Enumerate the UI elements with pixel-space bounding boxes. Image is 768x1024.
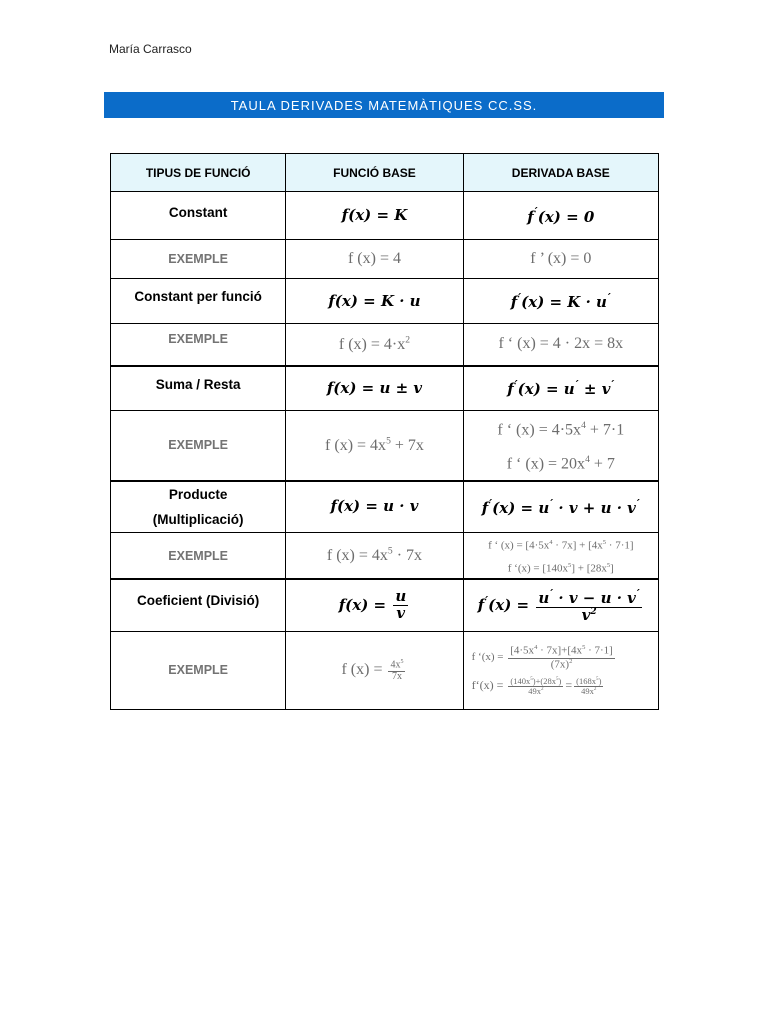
header-function-type: TIPUS DE FUNCIÓ bbox=[111, 154, 286, 192]
table-row bbox=[111, 324, 659, 366]
table-row bbox=[111, 411, 659, 481]
derivative-cell: f′(x) = 0 bbox=[463, 192, 658, 240]
example-derivative: f ’ (x) = 0 bbox=[463, 240, 658, 279]
derivative-cell: f′(x) = $\frac{u' \cdot v - u \cdot v'}{v^2}$ bbox=[463, 579, 658, 631]
base-function-cell: f(x) = K bbox=[286, 192, 463, 240]
example-derivative: f ‘(x) = $\frac{[4\cdot 5x^4 \cdot 7x]+[4x^5 \cdot 7\cdot 1]}{(7x)^2}$ f‘(x) = $\frac{(140x^5)+(28x^5)}{49x^2}$ = $\frac{(168x^5)}{49x^2}$ bbox=[463, 631, 658, 709]
row-name-quotient: Coeficient (Divisió) bbox=[111, 579, 286, 631]
example-function: f (x) = $\frac{4x^5}{7x}$ bbox=[286, 631, 463, 709]
table-row bbox=[111, 481, 659, 533]
table-row bbox=[111, 279, 659, 324]
table-row bbox=[111, 192, 659, 240]
example-label: EXEMPLE bbox=[111, 240, 286, 279]
page-title-banner bbox=[104, 92, 664, 118]
example-function: f $(x) = 4x^5 \cdot 7x$ bbox=[286, 533, 463, 580]
derivative-cell: f′(x) = K · u′ bbox=[463, 279, 658, 324]
base-function-cell: f(x) = $\frac{u}{v}$ bbox=[286, 579, 463, 631]
derivative-cell: f′(x) = u′ ± v′ bbox=[463, 366, 658, 411]
example-function: f $(x) = 4\cdot x^2$ bbox=[286, 324, 463, 366]
example-derivative: f ‘ $(x) = [4\cdot 5x^4 \cdot 7x] + [4x^5 \cdot 7\cdot 1]$ f ‘$(x) = [140x^5] + [28x^5]$ bbox=[463, 533, 658, 580]
table-row bbox=[111, 240, 659, 279]
row-name-constant-times-function: Constant per funció bbox=[111, 279, 286, 324]
example-derivative: f ‘ $(x) = 4\cdot 5x^4 + 7\cdot 1$ f ‘ $(x) = 20x^4 + 7$ bbox=[463, 411, 658, 481]
header-base-derivative: DERIVADA BASE bbox=[463, 154, 658, 192]
example-label: EXEMPLE bbox=[111, 631, 286, 709]
example-function: f (x) = 4 bbox=[286, 240, 463, 279]
table-row bbox=[111, 533, 659, 580]
table-header-row bbox=[111, 154, 659, 192]
example-derivative: f ‘ (x) = 4 · 2x = 8x bbox=[463, 324, 658, 366]
base-function-cell: f(x) = u ± v bbox=[286, 366, 463, 411]
derivatives-table bbox=[110, 153, 659, 710]
base-function-cell: f(x) = K · u bbox=[286, 279, 463, 324]
example-function: f $(x) = 4x^5 + 7x$ bbox=[286, 411, 463, 481]
example-label: EXEMPLE bbox=[111, 324, 286, 366]
base-function-cell: f(x) = u · v bbox=[286, 481, 463, 533]
header-base-function: FUNCIÓ BASE bbox=[286, 154, 463, 192]
author-name: María Carrasco bbox=[109, 42, 192, 56]
row-name-product: Producte (Multiplicació) bbox=[111, 481, 286, 533]
row-name-constant: Constant bbox=[111, 192, 286, 240]
example-label: EXEMPLE bbox=[111, 533, 286, 580]
table-row bbox=[111, 366, 659, 411]
example-label: EXEMPLE bbox=[111, 411, 286, 481]
row-name-sum: Suma / Resta bbox=[111, 366, 286, 411]
derivative-cell: f′(x) = u′ · v + u · v′ bbox=[463, 481, 658, 533]
page-title: TAULA DERIVADES MATEMÀTIQUES CC.SS. bbox=[230, 97, 538, 113]
table-row bbox=[111, 631, 659, 709]
table-row bbox=[111, 579, 659, 631]
